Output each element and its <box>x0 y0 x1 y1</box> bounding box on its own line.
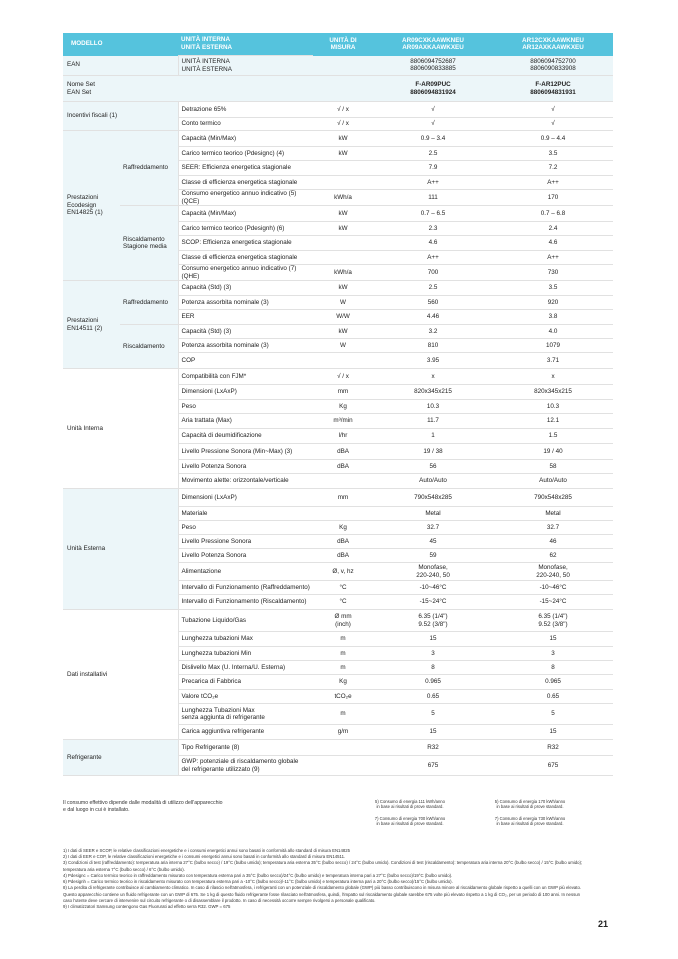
row-value-model-1: 0.9 – 3.4 <box>373 131 493 147</box>
row-value-model-2: R32 <box>493 740 613 756</box>
row-unit: kW <box>313 131 373 147</box>
row-label: Capacità (Min/Max) <box>178 131 313 147</box>
row-value-model-1: 11.7 <box>373 414 493 429</box>
row-value-model-1: 45 <box>373 535 493 549</box>
row-value-model-1: Auto/Auto <box>373 474 493 489</box>
footnote-3: 3) Condizioni di test (raffreddamento): temperatura aria interna 27°C (bulbo secco) / 19°C (bulbo umido); temperatura aria esterna 35°C (bulbo secco) / 24°C (bulbo umido). Condizioni di test (riscaldamento): temperatura aria interna 20°C (bulbo secco) / 15°C (bulbo umido); temperatura aria esterna 7°C (bulbo secco) / 6°C (bulbo umido). <box>63 860 583 872</box>
row-value-model-2: 3.5 <box>493 147 613 161</box>
row-value-model-2: 675 <box>493 756 613 776</box>
row-label: Tubazione Liquido/Gas <box>178 610 313 632</box>
row-label: Consumo energetico annuo indicativo (5) (QCE) <box>178 190 313 206</box>
row-unit: √ / x <box>313 118 373 131</box>
row-value-model-1: 3.2 <box>373 325 493 339</box>
row-unit: √ / x <box>313 369 373 385</box>
row-value-model-2: 170 <box>493 190 613 206</box>
row-unit: m <box>313 632 373 647</box>
row-value-model-1: 5 <box>373 704 493 725</box>
row-subgroup-label: Riscaldamento Stagione media <box>120 206 178 281</box>
row-value-model-2: 790x548x285 <box>493 489 613 507</box>
row-value-model-1: 7.9 <box>373 161 493 176</box>
row-value-model-2: 920 <box>493 296 613 310</box>
row-group-label: Refrigerante <box>63 740 178 776</box>
row-unit: Ø mm (inch) <box>313 610 373 632</box>
row-value-model-2: 8 <box>493 661 613 675</box>
row-value-model-1: 2.5 <box>373 281 493 296</box>
row-unit: kWh/a <box>313 190 373 206</box>
row-label: Lunghezza tubazioni Max <box>178 632 313 647</box>
row-value-model-2: 3.8 <box>493 310 613 325</box>
row-unit: kWh/a <box>313 265 373 281</box>
row-subgroup-label: Riscaldamento <box>120 325 178 369</box>
footnote-8: 8) La perdita di refrigerante contribuisce al cambiamento climatico. In caso di rilascio nell'atmosfera, i refrigeranti con un potenziale di riscaldamento globale (GWP) più basso contribuiscono in misura minore al riscaldamento globale rispetto a quelli con un GWP più elevato. Questo apparecchio contiene un fluido refrigerante con un GWP di 675. Se 1 kg di questo fluido refrigerante fosse rilasciato nell'atmosfera, quindi, l'impatto sul riscaldamento globale sarebbe 675 volte più elevato rispetto a 1 kg di CO₂, per un periodo di 100 anni. In nessun caso l'utente deve cercare di intervenire sul circuito refrigerante o di disassemblare il prodotto. In caso di necessità occorre sempre rivolgersi a personale qualificato. <box>63 885 582 903</box>
table-row <box>63 610 613 632</box>
row-value-model-1: √ <box>373 118 493 131</box>
row-value-model-1: Monofase, 220-240, 50 <box>373 563 493 581</box>
table-header <box>63 33 613 56</box>
row-value-model-2: 62 <box>493 549 613 563</box>
row-label: Potenza assorbita nominale (3) <box>178 296 313 310</box>
row-value-model-2: 5 <box>493 704 613 725</box>
footnotes <box>63 848 583 910</box>
row-value-model-2: √ <box>493 102 613 118</box>
table-row <box>63 102 613 118</box>
consumption-note: Il consumo effettivo dipende dalle modalità di utilizzo dell'apparecchio e dal luogo in cui è installato. <box>63 800 223 814</box>
row-value-model-2: Metal <box>493 507 613 521</box>
row-label: Materiale <box>178 507 313 521</box>
row-value-model-2: 1079 <box>493 339 613 353</box>
row-label: Movimento alette: orizzontale/verticale <box>178 474 313 489</box>
row-label: Peso <box>178 521 313 535</box>
row-value-model-1: 0.965 <box>373 675 493 690</box>
row-label: Compatibilità con FJM* <box>178 369 313 385</box>
row-value-model-2: x <box>493 369 613 385</box>
row-label: Tipo Refrigerante (8) <box>178 740 313 756</box>
row-value-model-1: 0.7 – 6.5 <box>373 206 493 222</box>
row-group-label: Prestazioni Ecodesign EN14825 (1) <box>63 131 120 281</box>
row-value-model-2: √ <box>493 118 613 131</box>
row-value-model-1: R32 <box>373 740 493 756</box>
row-unit: W <box>313 339 373 353</box>
row-unit: dBA <box>313 535 373 549</box>
row-unit: °C <box>313 581 373 595</box>
row-label: Capacità (Std) (3) <box>178 325 313 339</box>
spec-table <box>63 33 613 776</box>
row-group-label: EAN <box>63 56 178 76</box>
row-value-model-2: 0.9 – 4.4 <box>493 131 613 147</box>
row-value-model-1: 1 <box>373 429 493 444</box>
row-value-model-2: 58 <box>493 460 613 474</box>
row-value-model-2: A++ <box>493 251 613 265</box>
row-label: SEER: Efficienza energetica stagionale <box>178 161 313 176</box>
row-label: Intervallo di Funzionamento (Riscaldamento) <box>178 595 313 610</box>
row-value-model-1: 3.95 <box>373 353 493 369</box>
table-row <box>63 740 613 756</box>
table-row <box>63 56 613 76</box>
row-value-model-1: -15~24°C <box>373 595 493 610</box>
row-label: Classe di efficienza energetica stagionale <box>178 176 313 190</box>
row-value-model-1: F-AR09PUC 8806094831924 <box>373 76 493 102</box>
page-number: 21 <box>597 919 608 929</box>
row-value-model-1: 111 <box>373 190 493 206</box>
row-group-label: Unità Esterna <box>63 489 178 610</box>
row-value-model-1: 8806094752687 8806090833885 <box>373 56 493 76</box>
row-value-model-2: 7.2 <box>493 161 613 176</box>
row-label: Carica aggiuntiva refrigerante <box>178 725 313 740</box>
row-unit: g/m <box>313 725 373 740</box>
row-value-model-1: 0.65 <box>373 690 493 704</box>
row-value-model-2: Monofase, 220-240, 50 <box>493 563 613 581</box>
row-unit: m <box>313 647 373 661</box>
row-value-model-1: 59 <box>373 549 493 563</box>
row-value-model-1: 32.7 <box>373 521 493 535</box>
row-value-model-2: 4.0 <box>493 325 613 339</box>
row-label: Alimentazione <box>178 563 313 581</box>
row-unit: √ / x <box>313 102 373 118</box>
row-label: EER <box>178 310 313 325</box>
row-label: Livello Pressione Sonora (Min~Max) (3) <box>178 444 313 460</box>
row-group-label: Prestazioni EN14511 (2) <box>63 281 120 369</box>
row-unit: kW <box>313 147 373 161</box>
row-value-model-2: -10~46°C <box>493 581 613 595</box>
footnote-9: 9) I climatizzatori Samsung contengono Gas Fluorurati ad effetto serra R32. GWP = 675 <box>63 903 231 909</box>
row-value-model-1: 700 <box>373 265 493 281</box>
table-row <box>63 131 613 147</box>
row-value-model-1: 820x345x215 <box>373 385 493 400</box>
table-row <box>63 369 613 385</box>
row-value-model-1: Metal <box>373 507 493 521</box>
row-unit <box>313 740 373 756</box>
row-label: Dimensioni (LxAxP) <box>178 489 313 507</box>
row-label: UNITÀ INTERNA UNITÀ ESTERNA <box>178 56 313 76</box>
row-value-model-1: 4.46 <box>373 310 493 325</box>
row-value-model-1: 790x548x285 <box>373 489 493 507</box>
row-unit <box>313 161 373 176</box>
row-label: Livello Potenza Sonora <box>178 460 313 474</box>
row-label: SCOP: Efficienza energetica stagionale <box>178 236 313 251</box>
row-label: Intervallo di Funzionamento (Raffreddamento) <box>178 581 313 595</box>
table-row <box>63 489 613 507</box>
row-label: Capacità (Min/Max) <box>178 206 313 222</box>
row-value-model-1: 3 <box>373 647 493 661</box>
row-value-model-2: 3.5 <box>493 281 613 296</box>
row-value-model-1: x <box>373 369 493 385</box>
row-unit: kW <box>313 281 373 296</box>
header-model-1: AR09CXKAAWKNEU AR09AXKAAWKXEU <box>373 33 493 56</box>
row-unit: W/W <box>313 310 373 325</box>
row-unit: °C <box>313 595 373 610</box>
table-row <box>63 76 613 102</box>
row-unit: Kg <box>313 675 373 690</box>
row-unit: dBA <box>313 444 373 460</box>
row-value-model-1: 6.35 (1/4") 9.52 (3/8") <box>373 610 493 632</box>
row-value-model-2: 32.7 <box>493 521 613 535</box>
model2-note-5: 5) Consumo di energia 170 kWh/anno in base ai risultati di prove standard. <box>494 799 566 810</box>
row-value-model-2: 12.1 <box>493 414 613 429</box>
table-row <box>63 206 613 222</box>
row-value-model-1: 4.6 <box>373 236 493 251</box>
row-value-model-2: 820x345x215 <box>493 385 613 400</box>
row-unit: Kg <box>313 400 373 414</box>
row-label: Dislivello Max (U. Interna/U. Esterna) <box>178 661 313 675</box>
row-value-model-2: Auto/Auto <box>493 474 613 489</box>
header-model: MODELLO <box>63 33 178 56</box>
row-value-model-2: 730 <box>493 265 613 281</box>
row-value-model-2: 3 <box>493 647 613 661</box>
row-label: Valore tCO₂e <box>178 690 313 704</box>
row-label: Carico termico teorico (Pdesignc) (4) <box>178 147 313 161</box>
row-value-model-1: A++ <box>373 176 493 190</box>
row-unit: m <box>313 704 373 725</box>
row-unit: mm <box>313 385 373 400</box>
row-value-model-2: 2.4 <box>493 222 613 236</box>
row-label: Classe di efficienza energetica stagionale <box>178 251 313 265</box>
row-unit: kW <box>313 222 373 236</box>
row-label: Aria trattata (Max) <box>178 414 313 429</box>
row-unit <box>313 353 373 369</box>
row-value-model-2: 4.6 <box>493 236 613 251</box>
row-unit: m <box>313 661 373 675</box>
row-unit: m³/min <box>313 414 373 429</box>
row-value-model-1: 15 <box>373 725 493 740</box>
row-value-model-1: 19 / 38 <box>373 444 493 460</box>
row-unit <box>313 176 373 190</box>
row-unit: kW <box>313 325 373 339</box>
row-subgroup-label: Raffreddamento <box>120 281 178 325</box>
row-label: Lunghezza Tubazioni Max senza aggiunta di refrigerante <box>178 704 313 725</box>
row-value-model-1: √ <box>373 102 493 118</box>
footnote-4: 4) Pdesignc = Carico termico teorico in raffreddamento misurato con temperatura esterna pari a 35°C (bulbo secco)/24°C (bulbo umido) e temperatura interna pari a 27°C (bulbo secco)/19°C (bulbo umido). <box>63 872 453 878</box>
row-label: GWP: potenziale di riscaldamento globale del refrigerante utilizzato (9) <box>178 756 313 776</box>
row-value-model-2: 10.3 <box>493 400 613 414</box>
table-row <box>63 325 613 339</box>
row-value-model-2: 8806094752700 8806090833908 <box>493 56 613 76</box>
row-unit <box>313 474 373 489</box>
footnote-1: 1) I dati di SEER e SCOP, le relative classificazioni energetiche e i consumi energetici annui sono basati in conformità allo standard di misura EN14825 <box>63 848 351 853</box>
row-subgroup-label: Raffreddamento <box>120 131 178 206</box>
row-value-model-2: 46 <box>493 535 613 549</box>
row-unit <box>313 76 373 102</box>
row-group-label: Dati installativi <box>63 610 178 740</box>
row-unit <box>313 251 373 265</box>
row-unit <box>313 56 373 76</box>
row-group-label: Nome Set EAN Set <box>63 76 313 102</box>
row-unit: Ø, v, hz <box>313 563 373 581</box>
footnote-6: 6) Pdesignh = Carico termico teorico in riscaldamento misurato con temperatura esterna pari a -10°C (bulbo secco)/-11°C (bulbo umido) e temperatura interna pari a 20°C (bulbo secco)/15°C (bulbo umido). <box>63 879 453 885</box>
row-unit: mm <box>313 489 373 507</box>
row-value-model-1: 2.3 <box>373 222 493 236</box>
row-value-model-1: 2.5 <box>373 147 493 161</box>
row-label: Conto termico <box>178 118 313 131</box>
row-unit: kW <box>313 206 373 222</box>
row-label: Dimensioni (LxAxP) <box>178 385 313 400</box>
row-value-model-1: 56 <box>373 460 493 474</box>
row-value-model-2: 3.71 <box>493 353 613 369</box>
row-label: Peso <box>178 400 313 414</box>
row-label: Carico termico teorico (Pdesignh) (6) <box>178 222 313 236</box>
row-value-model-2: A++ <box>493 176 613 190</box>
row-label: Precarica di Fabbrica <box>178 675 313 690</box>
row-unit: Kg <box>313 521 373 535</box>
row-value-model-2: 6.35 (1/4") 9.52 (3/8") <box>493 610 613 632</box>
row-value-model-2: 15 <box>493 632 613 647</box>
row-unit <box>313 236 373 251</box>
row-value-model-1: 675 <box>373 756 493 776</box>
row-value-model-2: 15 <box>493 725 613 740</box>
row-value-model-2: 19 / 40 <box>493 444 613 460</box>
footnote-2: 2) I dati di EER e COP, le relative classificazioni energetiche e i consumi energetici annui sono basati in conformità allo standard di misura EN14511. <box>63 854 346 860</box>
model1-note-7: 7) Consumo di energia 700 kWh/anno in base ai risultati di prove standard. <box>374 816 446 827</box>
row-value-model-1: 560 <box>373 296 493 310</box>
table-row <box>63 281 613 296</box>
row-unit: dBA <box>313 460 373 474</box>
header-measure: UNITÀ DI MISURA <box>313 33 373 56</box>
row-value-model-1: 15 <box>373 632 493 647</box>
row-label: Potenza assorbita nominale (3) <box>178 339 313 353</box>
row-unit <box>313 756 373 776</box>
row-unit: W <box>313 296 373 310</box>
row-value-model-1: 10.3 <box>373 400 493 414</box>
row-value-model-2: F-AR12PUC 8806094831931 <box>493 76 613 102</box>
model2-note-7: 7) Consumo di energia 730 kWh/anno in base ai risultati di prove standard. <box>494 816 566 827</box>
row-label: Lunghezza tubazioni Min <box>178 647 313 661</box>
row-unit: tCO₂e <box>313 690 373 704</box>
row-value-model-2: 0.965 <box>493 675 613 690</box>
row-label: Livello Pressione Sonora <box>178 535 313 549</box>
header-model-2: AR12CXKAAWKNEU AR12AXKAAWKXEU <box>493 33 613 56</box>
row-label: COP <box>178 353 313 369</box>
row-value-model-2: 1.5 <box>493 429 613 444</box>
row-label: Consumo energetico annuo indicativo (7) (QHE) <box>178 265 313 281</box>
row-value-model-1: 810 <box>373 339 493 353</box>
row-unit: dBA <box>313 549 373 563</box>
row-value-model-2: -15~24°C <box>493 595 613 610</box>
row-group-label: Unità Interna <box>63 369 178 489</box>
row-group-label: Incentivi fiscali (1) <box>63 102 178 131</box>
model1-note-5: 5) Consumo di energia 111 kWh/anno in base ai risultati di prove standard. <box>375 799 445 810</box>
row-label: Capacità (Std) (3) <box>178 281 313 296</box>
row-value-model-1: 8 <box>373 661 493 675</box>
row-value-model-2: 0.65 <box>493 690 613 704</box>
row-unit: l/hr <box>313 429 373 444</box>
row-label: Livello Potenza Sonora <box>178 549 313 563</box>
row-value-model-1: A++ <box>373 251 493 265</box>
row-unit <box>313 507 373 521</box>
row-label: Detrazione 65% <box>178 102 313 118</box>
header-units: UNITÀ INTERNA UNITÀ ESTERNA <box>178 33 313 56</box>
row-value-model-2: 0.7 – 6.8 <box>493 206 613 222</box>
row-label: Capacità di deumidificazione <box>178 429 313 444</box>
row-value-model-1: -10~46°C <box>373 581 493 595</box>
